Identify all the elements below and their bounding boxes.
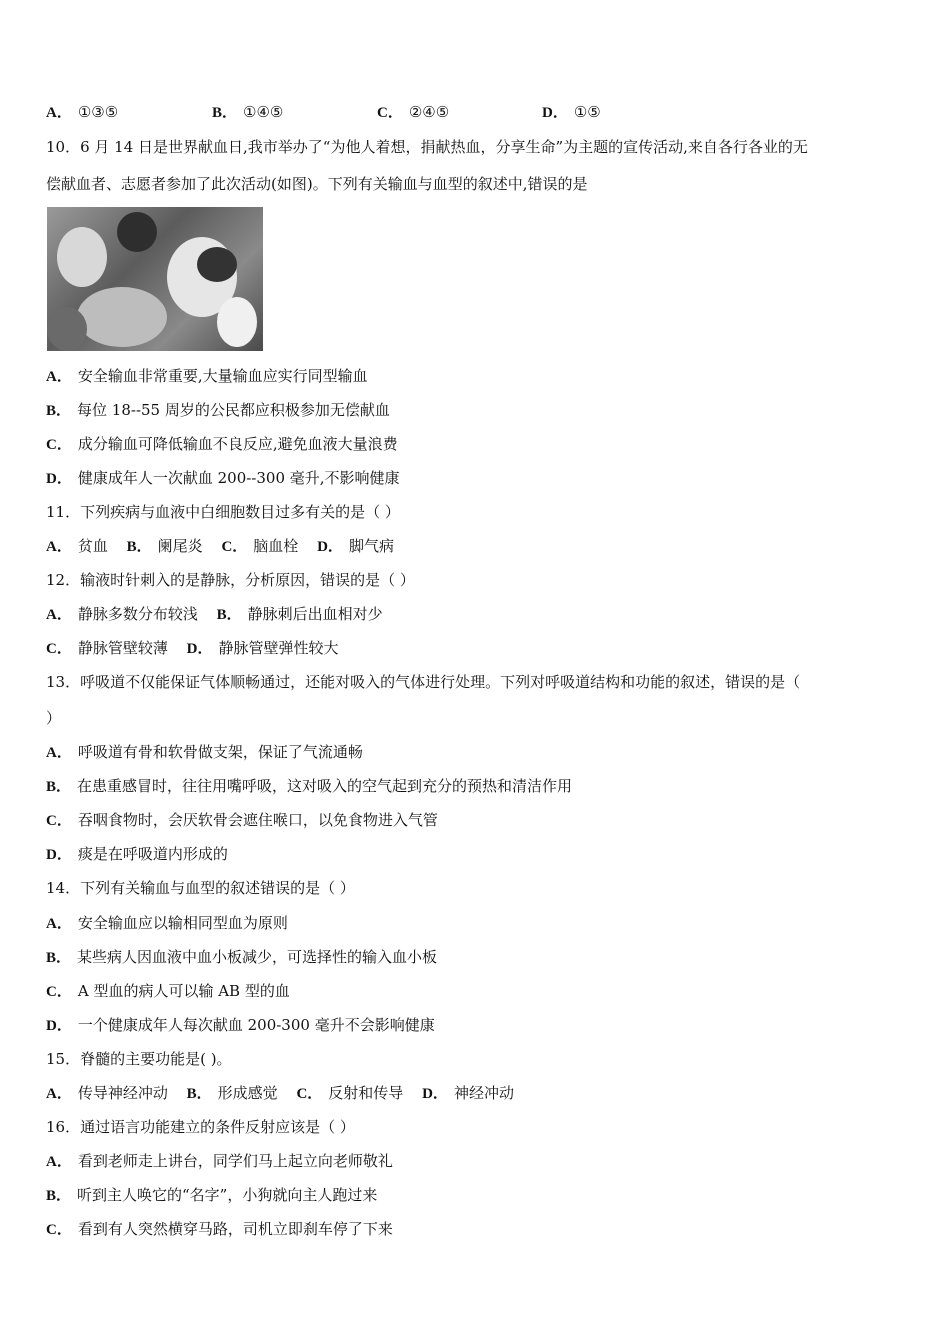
q10-option-c: C． 成分输血可降低输血不良反应,避免血液大量浪费	[46, 435, 398, 453]
q11-options: A． 贫血 B． 阑尾炎 C． 脑血栓 D． 脚气病	[46, 537, 394, 555]
q12-stem: 12．输液时针刺入的是静脉，分析原因，错误的是（ ）	[46, 571, 415, 589]
q10-stem-line2: 偿献血者、志愿者参加了此次活动(如图)。下列有关输血与血型的叙述中,错误的是	[46, 175, 588, 193]
prev-question-options	[46, 102, 686, 122]
q14-option-c: C． A 型血的病人可以输 AB 型的血	[46, 982, 290, 1000]
q13-option-b: B． 在患重感冒时，往往用嘴呼吸，这对吸入的空气起到充分的预热和清洁作用	[46, 777, 573, 795]
q13-stem-line2: ）	[46, 709, 62, 727]
q10-option-b: B． 每位 18--55 周岁的公民都应积极参加无偿献血	[46, 401, 390, 419]
q16-option-c: C． 看到有人突然横穿马路，司机立即刹车停了下来	[46, 1220, 393, 1238]
q14-option-d: D． 一个健康成年人每次献血 200-300 毫升不会影响健康	[46, 1016, 435, 1034]
q14-option-a: A． 安全输血应以输相同型血为原则	[46, 914, 288, 932]
q13-option-c: C． 吞咽食物时，会厌软骨会遮住喉口，以免食物进入气管	[46, 811, 438, 829]
q10-option-d: D． 健康成年人一次献血 200--300 毫升,不影响健康	[46, 469, 400, 487]
q12-options-ab: A． 静脉多数分布较浅 B． 静脉刺后出血相对少	[46, 605, 383, 623]
q16-option-a: A． 看到老师走上讲台，同学们马上起立向老师敬礼	[46, 1152, 393, 1170]
blood-donation-photo	[47, 207, 263, 351]
q16-option-b: B． 听到主人唤它的“名字”，小狗就向主人跑过来	[46, 1186, 378, 1204]
q14-stem: 14．下列有关输血与血型的叙述错误的是（ ）	[46, 879, 355, 897]
prev-option-b: B． ①④⑤	[212, 103, 284, 121]
q16-stem: 16．通过语言功能建立的条件反射应该是（ ）	[46, 1118, 355, 1136]
q11-stem: 11．下列疾病与血液中白细胞数目过多有关的是（ ）	[46, 503, 400, 521]
prev-option-c: C． ②④⑤	[377, 103, 450, 121]
q15-stem: 15．脊髓的主要功能是( )。	[46, 1050, 232, 1068]
q10-stem-line1: 10．6 月 14 日是世界献血日,我市举办了“为他人着想，捐献热血，分享生命”为主题的宣传活动,来自各行各业的无	[46, 138, 808, 156]
q13-option-d: D． 痰是在呼吸道内形成的	[46, 845, 228, 863]
prev-option-a: A． ①③⑤	[46, 103, 119, 121]
q14-option-b: B． 某些病人因血液中血小板减少，可选择性的输入血小板	[46, 948, 438, 966]
q13-stem-line1: 13．呼吸道不仅能保证气体顺畅通过，还能对吸入的气体进行处理。下列对呼吸道结构和功能的叙述，错误的是（	[46, 673, 801, 691]
prev-option-d: D． ①⑤	[542, 103, 601, 121]
q13-option-a: A． 呼吸道有骨和软骨做支架，保证了气流通畅	[46, 743, 363, 761]
q10-option-a: A． 安全输血非常重要,大量输血应实行同型输血	[46, 367, 368, 385]
q15-options: A． 传导神经冲动 B． 形成感觉 C． 反射和传导 D． 神经冲动	[46, 1084, 514, 1102]
q12-options-cd: C． 静脉管壁较薄 D． 静脉管壁弹性较大	[46, 639, 339, 657]
